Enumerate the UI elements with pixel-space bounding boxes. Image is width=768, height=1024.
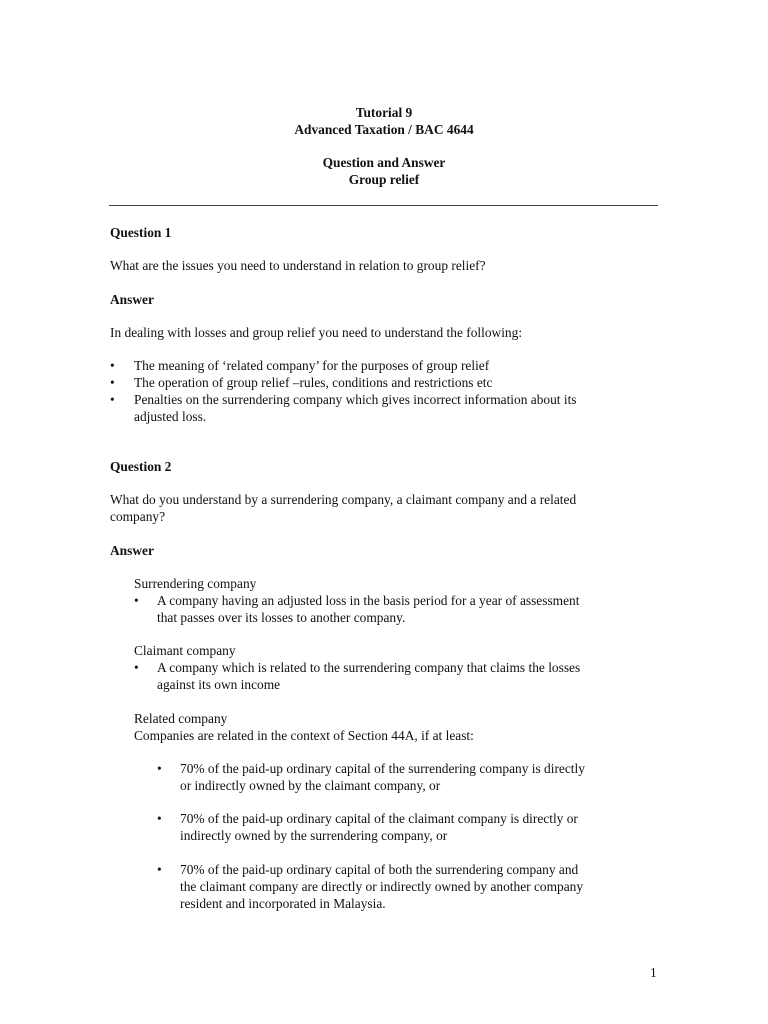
question-2-heading: Question 2 xyxy=(110,459,172,474)
bullet-icon: • xyxy=(110,358,115,373)
doc-topic: Group relief xyxy=(348,172,420,187)
doc-title-tutorial: Tutorial 9 xyxy=(355,105,413,120)
bullet-icon: • xyxy=(157,811,162,826)
header-divider xyxy=(109,205,658,206)
related-company-intro: Companies are related in the context of Section 44A, if at least: xyxy=(134,728,474,743)
related-company-title: Related company xyxy=(134,711,228,726)
related-condition-1-line-1: 70% of the paid-up ordinary capital of the surrendering company is directly xyxy=(180,761,585,776)
related-condition-1-line-2: or indirectly owned by the claimant company, or xyxy=(180,778,441,793)
related-condition-2-line-2: indirectly owned by the surrendering company, or xyxy=(180,828,448,843)
related-condition-2-line-1: 70% of the paid-up ordinary capital of the claimant company is directly or xyxy=(180,811,578,826)
page-number: 1 xyxy=(650,965,657,980)
bullet-icon: • xyxy=(134,660,139,675)
question-2-text-line-2: company? xyxy=(110,509,166,524)
answer-1-bullet-3: Penalties on the surrendering company which gives incorrect information about its xyxy=(134,392,577,407)
doc-subtitle: Question and Answer xyxy=(322,155,446,170)
related-condition-3-line-1: 70% of the paid-up ordinary capital of both the surrendering company and xyxy=(180,862,579,877)
surrendering-company-title: Surrendering company xyxy=(134,576,257,591)
bullet-icon: • xyxy=(134,593,139,608)
answer-1-bullet-1: The meaning of ‘related company’ for the purposes of group relief xyxy=(134,358,490,373)
surrendering-company-def-line-2: that passes over its losses to another company. xyxy=(157,610,406,625)
answer-2-heading: Answer xyxy=(110,543,154,558)
bullet-icon: • xyxy=(157,761,162,776)
bullet-icon: • xyxy=(110,392,115,407)
answer-1-bullet-3-cont: adjusted loss. xyxy=(134,409,207,424)
bullet-icon: • xyxy=(157,862,162,877)
answer-1-heading: Answer xyxy=(110,292,154,307)
bullet-icon: • xyxy=(110,375,115,390)
claimant-company-title: Claimant company xyxy=(134,643,236,658)
answer-1-bullet-2: The operation of group relief –rules, conditions and restrictions etc xyxy=(134,375,493,390)
doc-title-course: Advanced Taxation / BAC 4644 xyxy=(294,122,474,137)
answer-1-intro: In dealing with losses and group relief you need to understand the following: xyxy=(110,325,523,340)
related-condition-3-line-2: the claimant company are directly or indirectly owned by another company xyxy=(180,879,584,894)
question-1-text: What are the issues you need to understand in relation to group relief? xyxy=(110,258,486,273)
surrendering-company-def-line-1: A company having an adjusted loss in the basis period for a year of assessment xyxy=(157,593,580,608)
claimant-company-def-line-2: against its own income xyxy=(157,677,281,692)
related-condition-3-line-3: resident and incorporated in Malaysia. xyxy=(180,896,386,911)
question-1-heading: Question 1 xyxy=(110,225,172,240)
question-2-text-line-1: What do you understand by a surrendering company, a claimant company and a related xyxy=(110,492,577,507)
claimant-company-def-line-1: A company which is related to the surrendering company that claims the losses xyxy=(157,660,581,675)
